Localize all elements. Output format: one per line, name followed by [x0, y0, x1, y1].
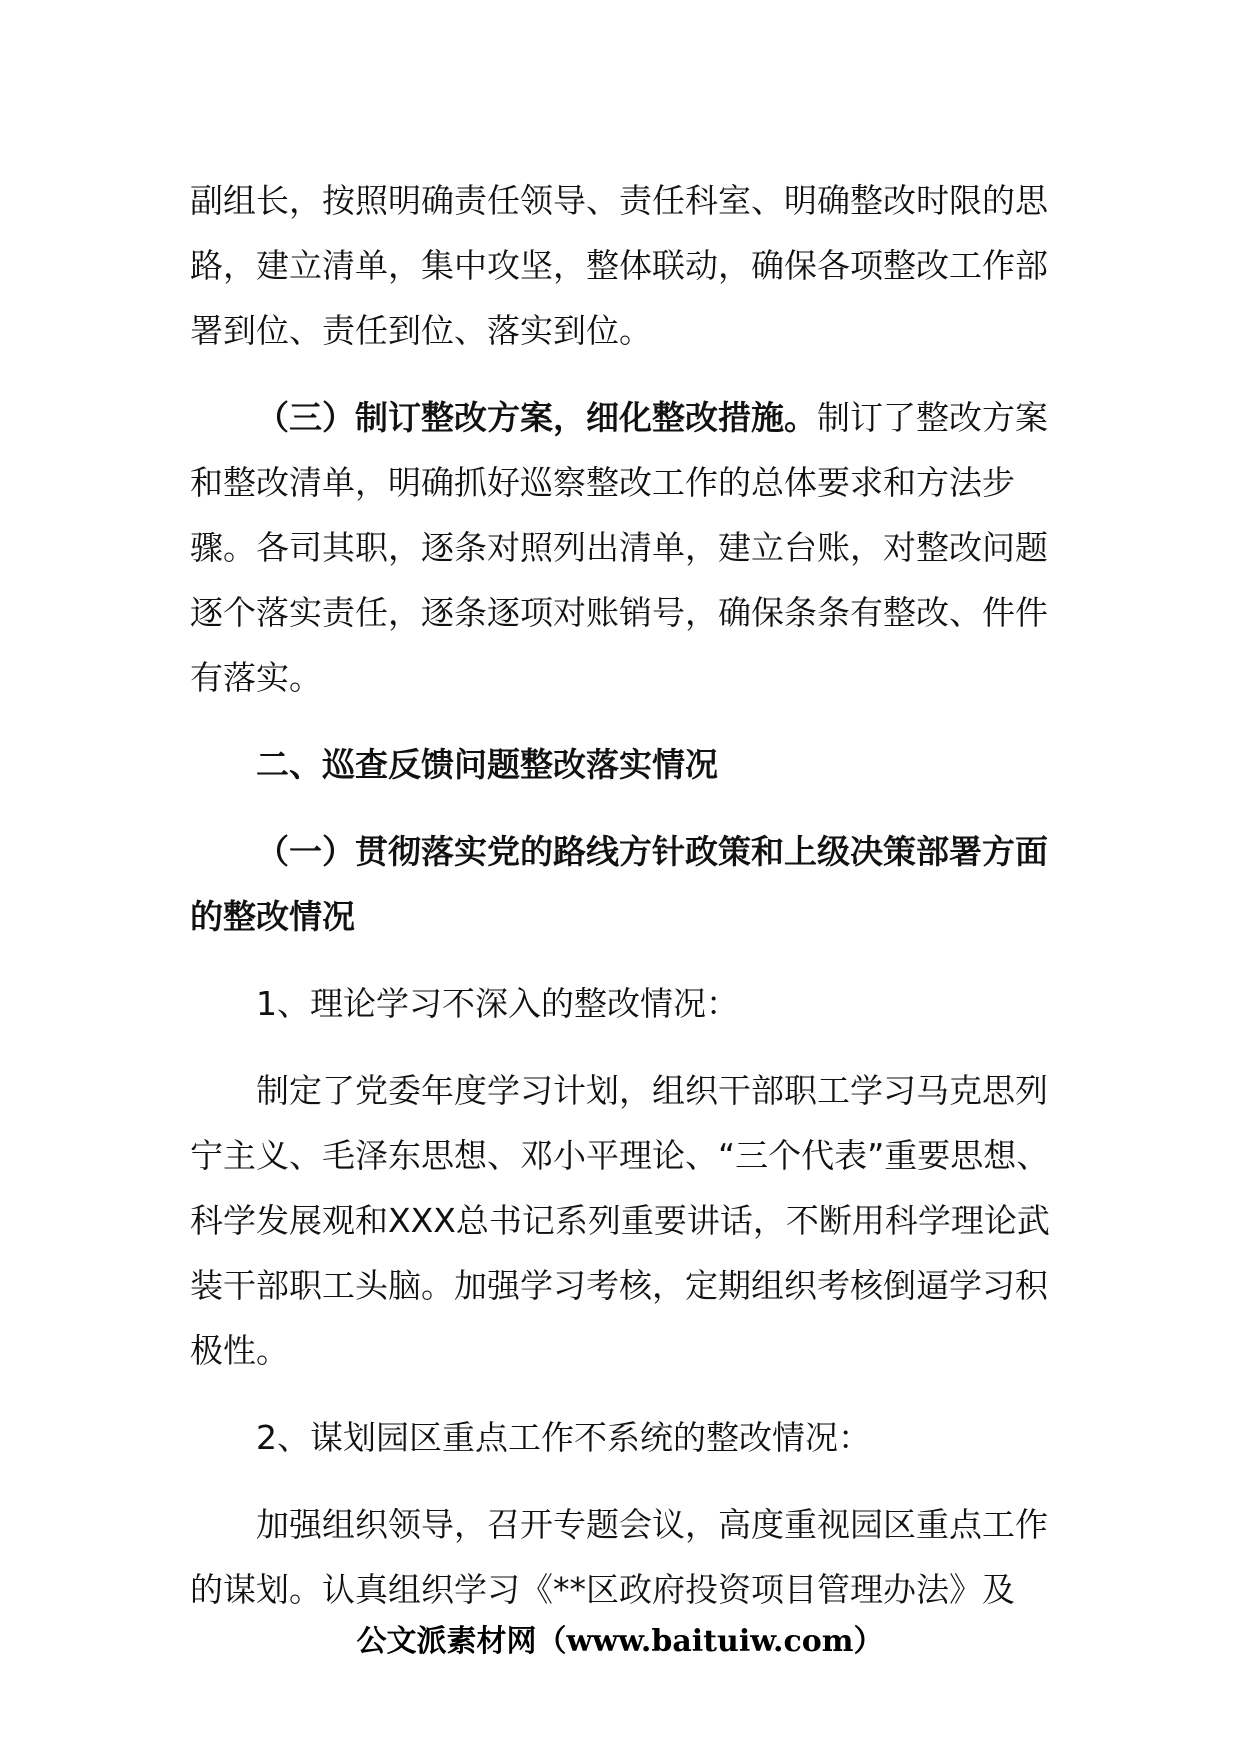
item-two-body: 加强组织领导，召开专题会议，高度重视园区重点工作的谋划。认真组织学习《**区政府投资项目管理办法》及 — [190, 1505, 1048, 1609]
item-one-body: 制定了党委年度学习计划，组织干部职工学习马克思列宁主义、毛泽东思想、邓小平理论、“三个代表”重要思想、科学发展观和XXX总书记系列重要讲话，不断用科学理论武装干部职工头脑。加强学习考核，定期组织考核倒逼学习积极性。 — [190, 1071, 1050, 1370]
paragraph-section-three — [190, 385, 1060, 710]
section-three-text: 制订了整改方案和整改清单，明确抓好巡察整改工作的总体要求和方法步骤。各司其职，逐条对照列出清单，建立台账，对整改问题逐个落实责任，逐条逐项对账销号，确保条条有整改、件件有落实。 — [190, 398, 1048, 697]
section-three-heading: （三）制订整改方案，细化整改措施。 — [256, 398, 817, 437]
paragraph-continuation: 副组长，按照明确责任领导、责任科室、明确整改时限的思路，建立清单，集中攻坚，整体联动，确保各项整改工作部署到位、责任到位、落实到位。 — [190, 181, 1048, 350]
item-one-title: 1、理论学习不深入的整改情况： — [256, 984, 739, 1023]
heading-subsection-one: （一）贯彻落实党的路线方针政策和上级决策部署方面的整改情况 — [190, 832, 1048, 936]
document-body — [190, 168, 1060, 1644]
heading-part-two: 二、巡查反馈问题整改落实情况 — [256, 745, 718, 784]
footer-watermark: 公文派素材网（www.baituiw.com） — [356, 1624, 884, 1659]
item-two-title: 2、谋划园区重点工作不系统的整改情况： — [256, 1418, 871, 1457]
